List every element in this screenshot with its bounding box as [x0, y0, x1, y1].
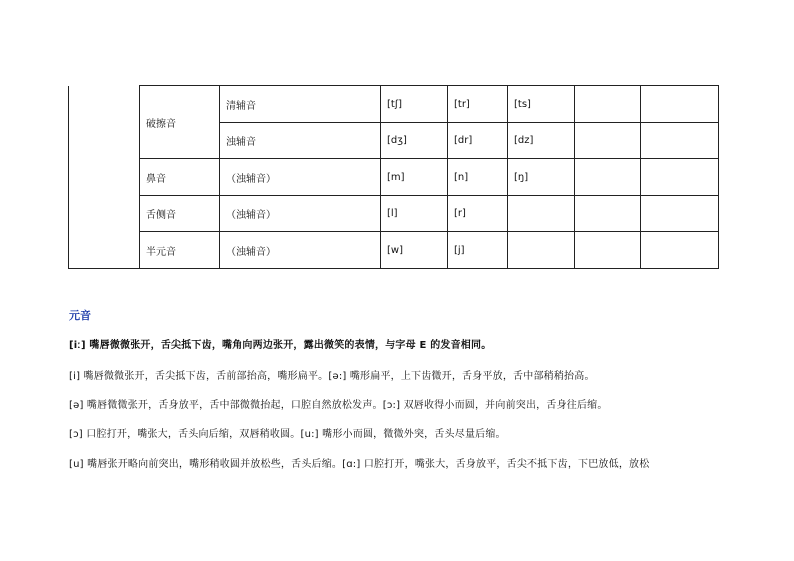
phonetic-cell: [575, 196, 641, 232]
phonetic-cell: [tr]: [448, 86, 508, 123]
subtype-cell: 浊辅音: [220, 123, 381, 159]
phonetic-cell: [dr]: [448, 123, 508, 159]
first-column-cell: [69, 86, 140, 269]
phonetic-cell: [w]: [381, 232, 448, 269]
table-row: [69, 196, 719, 232]
vowel-paragraph: [ə] 嘴唇微微张开，舌身放平，舌中部微微抬起，口腔自然放松发声。[ɔ:] 双唇收得小而圆，并向前突出，舌身往后缩。: [69, 400, 608, 411]
table-row: [69, 232, 719, 269]
phonetic-cell: [641, 123, 719, 159]
section-heading: 元音: [69, 309, 91, 322]
phonetic-cell: [r]: [448, 196, 508, 232]
phonetic-cell: [575, 232, 641, 269]
phonetic-cell: [508, 232, 575, 269]
consonant-table: [68, 85, 719, 269]
phonetic-cell: [l]: [381, 196, 448, 232]
category-cell: 鼻音: [140, 159, 220, 196]
category-cell: 破擦音: [140, 86, 220, 159]
vowel-paragraph: [iː] 嘴唇微微张开，舌尖抵下齿，嘴角向两边张开，露出微笑的表情，与字母 E 的发音相同。: [69, 340, 492, 351]
vowel-paragraph: [i] 嘴唇微微张开，舌尖抵下齿，舌前部抬高，嘴形扁平。[ə:] 嘴形扁平，上下齿微开，舌身平放，舌中部稍稍抬高。: [69, 371, 595, 382]
phonetic-cell: [575, 123, 641, 159]
phonetic-cell: [641, 86, 719, 123]
table-row: [69, 86, 719, 123]
category-cell: 舌侧音: [140, 196, 220, 232]
phonetic-cell: [641, 196, 719, 232]
phonetic-cell: [ŋ]: [508, 159, 575, 196]
phonetic-cell: [641, 232, 719, 269]
subtype-cell: 清辅音: [220, 86, 381, 123]
phonetic-cell: [n]: [448, 159, 508, 196]
subtype-cell: （浊辅音）: [220, 159, 381, 196]
vowel-paragraph: [u] 嘴唇张开略向前突出，嘴形稍收圆并放松些，舌头后缩。[ɑ:] 口腔打开，嘴张大，舌身放平，舌尖不抵下齿，下巴放低，放松: [69, 459, 650, 470]
phonetic-cell: [ts]: [508, 86, 575, 123]
phonetic-cell: [dz]: [508, 123, 575, 159]
phonetic-cell: [575, 86, 641, 123]
phonetic-cell: [508, 196, 575, 232]
vowel-paragraph: [ɔ] 口腔打开，嘴张大，舌头向后缩，双唇稍收圆。[u:] 嘴形小而圆，微微外突，舌头尽量后缩。: [69, 429, 506, 440]
phonetic-cell: [tʃ]: [381, 86, 448, 123]
subtype-cell: （浊辅音）: [220, 196, 381, 232]
subtype-cell: （浊辅音）: [220, 232, 381, 269]
phonetic-cell: [641, 159, 719, 196]
phonetic-cell: [dʒ]: [381, 123, 448, 159]
category-cell: 半元音: [140, 232, 220, 269]
phonetic-cell: [j]: [448, 232, 508, 269]
table-row: [69, 159, 719, 196]
phonetic-cell: [m]: [381, 159, 448, 196]
phonetic-cell: [575, 159, 641, 196]
